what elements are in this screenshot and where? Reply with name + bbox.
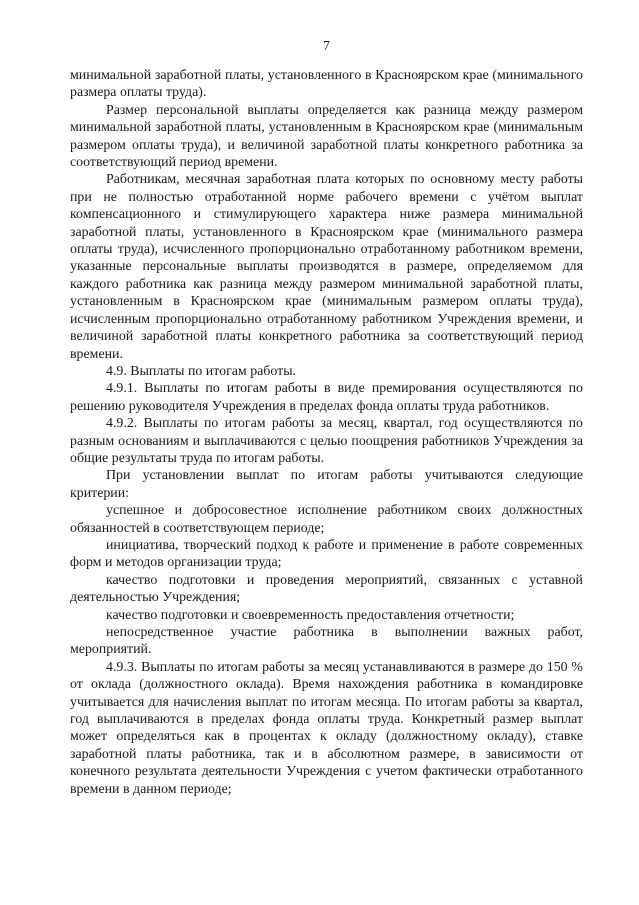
criterion-5: непосредственное участие работника в выполнении важных работ, мероприятий.	[70, 625, 583, 658]
paragraph-2: Размер персональной выплаты определяется как разница между размером минимальной заработной платы, установленным в Красноярском крае (минимальным размером оплаты труда), и величиной заработной платы конкретного работника за соответствующий период времени.	[70, 102, 583, 171]
criterion-4: качество подготовки и своевременность предоставления отчетности;	[106, 607, 515, 623]
paragraph-1: минимальной заработной платы, установленного в Красноярском крае (минимального размера оплаты труда).	[70, 68, 583, 101]
criterion-1: успешное и добросовестное исполнение работником своих должностных обязанностей в соответствующем периоде;	[70, 503, 583, 536]
clause-4-9-2: 4.9.2. Выплаты по итогам работы за месяц, квартал, год осуществляются по разным основаниям и выплачиваются с целью поощрения работников Учреждения за общие результаты труда по итогам работы.	[70, 416, 583, 466]
criterion-2: инициатива, творческий подход к работе и применение в работе современных форм и методов организации труда;	[70, 537, 583, 571]
page-number: 7	[323, 38, 330, 53]
section-heading-4-9: 4.9. Выплаты по итогам работы.	[106, 363, 297, 379]
paragraph-3: Работникам, месячная заработная плата которых по основному месту работы при не полностью отработанной норме рабочего времени с учётом выплат компенсационного и стимулирующего характера ниже размера минимальной заработной платы, установленного в Красноярском крае (минимального размера оплаты труда), исчисленного пропорционально отработанному работником времени, указанные персональные выплаты производятся в размере, определяемом для каждого работника как разница между размером минимальной заработной платы, установленным в Красноярском крае (минимальным размером оплаты труда), исчисленным пропорционально отработанному работником Учреждения времени, и величиной заработной платы конкретного работника за соответствующий период времени.	[70, 172, 583, 362]
clause-4-9-1: 4.9.1. Выплаты по итогам работы в виде премирования осуществляются по решению руководителя Учреждения в пределах фонда оплаты труда работников.	[70, 381, 583, 414]
criteria-intro: При установлении выплат по итогам работы учитываются следующие критерии:	[70, 468, 583, 501]
criterion-3: качество подготовки и проведения мероприятий, связанных с уставной деятельностью Учреждения;	[70, 572, 583, 606]
document-body	[70, 67, 583, 798]
clause-4-9-3: 4.9.3. Выплаты по итогам работы за месяц устанавливаются в размере до 150 % от оклада (должностного оклада). Время нахождения работника в командировке учитывается для начисления выплат по итогам месяца. По итогам работы за квартал, год выплачиваются в пределах фонда оплаты труда. Конкретный размер выплат может определяться как в процентах к окладу (должностному окладу), ставке заработной платы работника, так и в абсолютном размере, в зависимости от конечного результата деятельности Учреждения с учетом фактически отработанного времени в данном периоде;	[70, 659, 583, 797]
